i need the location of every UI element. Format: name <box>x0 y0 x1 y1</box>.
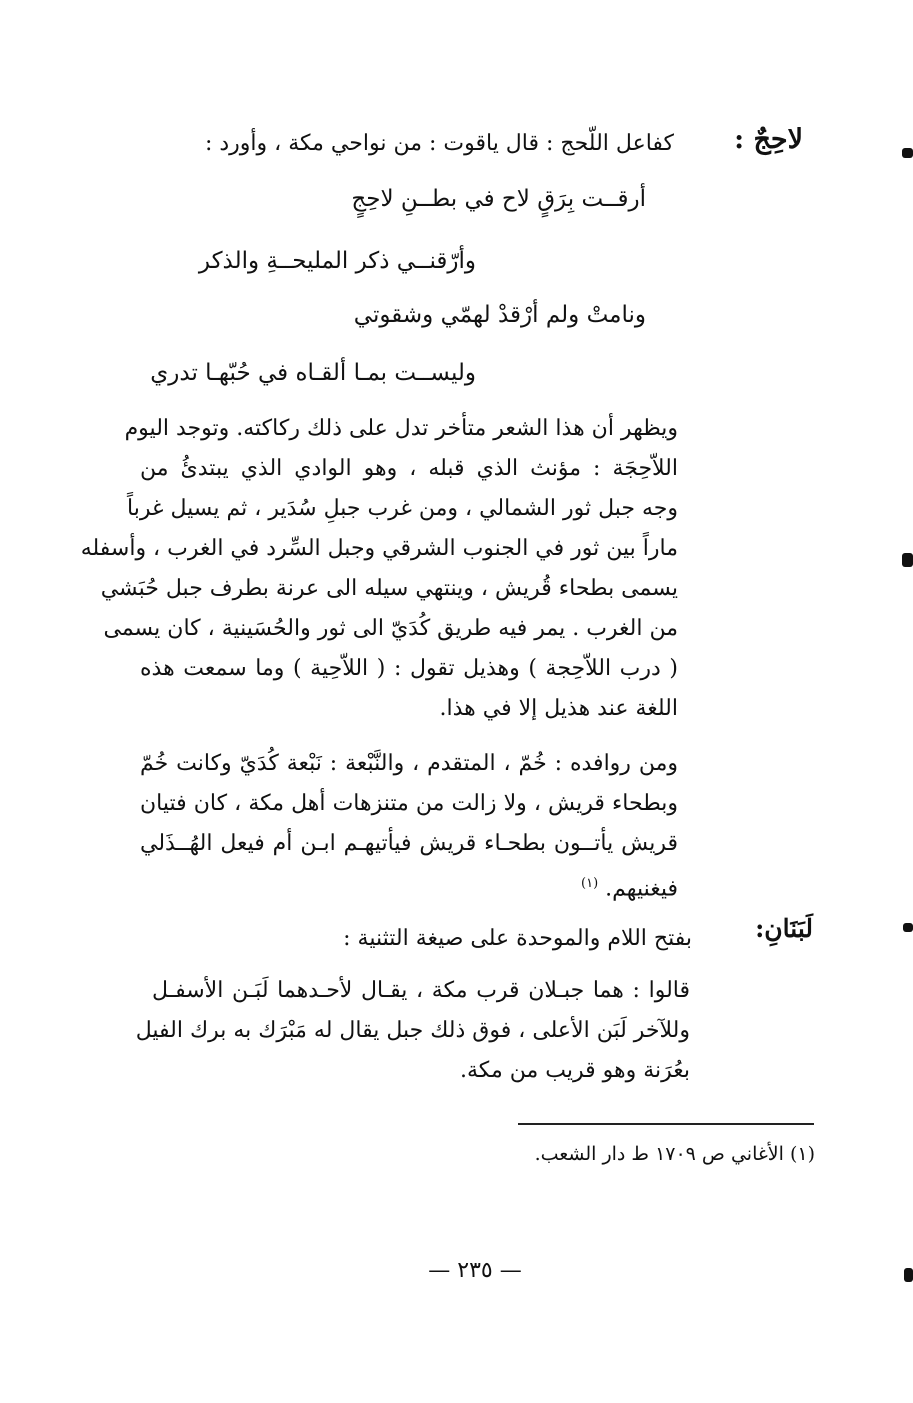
margin-mark <box>902 148 913 158</box>
paragraph-line: ويظهر أن هذا الشعر متأخر تدل على ذلك ركاكته. وتوجد اليوم <box>124 416 678 441</box>
footnote-separator <box>518 1123 814 1125</box>
paragraph-last-words: فيغنيهم. <box>605 876 678 902</box>
paragraph-line: اللاّحِجَة : مؤنث الذي قبله ، وهو الوادي الذي يبتدئُ من <box>140 456 678 481</box>
paragraph-line: ماراً بين ثور في الجنوب الشرقي وجبل السِّرد في الغرب ، وأسفله <box>80 536 678 561</box>
paragraph-line: وجه جبل ثور الشمالي ، ومن غرب جبلِ سُدَير ، ثم يسيل غرباً <box>127 496 678 521</box>
entry-intro: بفتح اللام والموحدة على صيغة التثنية : <box>343 926 692 951</box>
paragraph-line: بعُرَنة وهو قريب من مكة. <box>460 1058 690 1083</box>
paragraph-line: قالوا : هما جبـلان قرب مكة ، يقـال لأحـدهما لَبَـن الأسفـل <box>152 978 690 1003</box>
paragraph-line: ومن روافده : خُمّ ، المتقدم ، والنَّبْعة : نَبْعة كُدَيّ وكانت خُمّ <box>140 751 678 776</box>
poem-verse: ونامتْ ولم أرْقدْ لهمّي وشقوتي <box>353 302 646 328</box>
margin-mark <box>904 1268 913 1282</box>
poem-verse: أرقــت بِرَقٍ لاح في بطــنِ لاحِجٍ <box>351 186 646 212</box>
paragraph-line: وبطحاء قريش ، ولا زالت من متنزهات أهل مكة ، كان فتيان <box>140 791 678 816</box>
entry-headword: لاحِجٌ : <box>734 124 803 155</box>
margin-mark <box>903 923 913 932</box>
paragraph-line: قريش يأتــون بطحـاء قريش فيأتيهـم ابـن أم فيعل الهُــذَلي <box>140 831 678 856</box>
paragraph-line <box>140 870 678 903</box>
paragraph-line: ( درب اللاّحِجة ) وهذيل تقول : ( اللاّحِية ) وما سمعت هذه <box>140 656 678 681</box>
poem-verse: وليســت بمـا ألقـاه في حُبّهـا تدري <box>150 360 476 386</box>
entry-intro: كفاعل اللّحج : قال ياقوت : من نواحي مكة ، وأورد : <box>204 131 674 156</box>
margin-mark <box>902 553 913 567</box>
page-number: — ٢٣٥ — <box>428 1258 522 1283</box>
footnote: (١) الأغاني ص ١٧٠٩ ط دار الشعب. <box>534 1143 815 1165</box>
paragraph-line: وللآخر لَبَن الأعلى ، فوق ذلك جبل يقال له مَبْرَك به برك الفيل <box>135 1018 690 1043</box>
footnote-reference: (١) <box>581 876 599 891</box>
poem-verse: وأرّقنــي ذكر المليحــةِ والذكر <box>198 248 476 274</box>
paragraph-line: اللغة عند هذيل إلا في هذا. <box>439 696 678 721</box>
entry-headword: لَبَنَانِ: <box>755 914 813 943</box>
paragraph-line: يسمى بطحاء قُريش ، وينتهي سيله الى عرنة بطرف جبل حُبَشي <box>100 576 678 601</box>
paragraph-line: من الغرب . يمر فيه طريق كُدَيّ الى ثور والحُسَينية ، كان يسمى <box>103 616 678 641</box>
